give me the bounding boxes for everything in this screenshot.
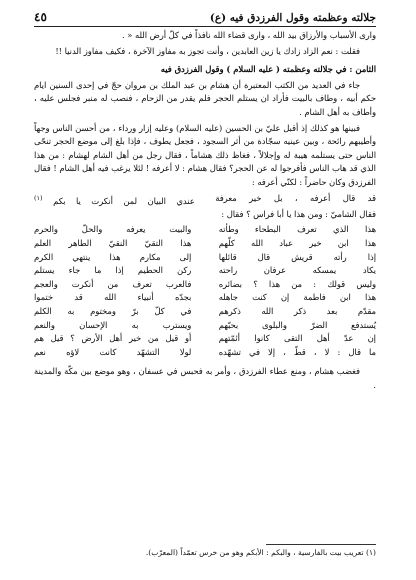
poem-left-column <box>34 223 191 359</box>
poem-line: ويسترب به الإحسان والنعم <box>34 319 192 330</box>
header-title: جلالته وعظمته وقول الفرزدق فيه (ع) <box>209 12 376 24</box>
section-title: في جلالته وعظمته ( عليه السلام ) وقول الفرزدق فيه <box>160 64 347 75</box>
poem-line: بجدّه أنبياء الله قد ختموا <box>34 292 192 303</box>
poem-line: هذا ابن خير عباد الله كلّهم <box>218 238 376 249</box>
poem-line: يُستدفع الضرّ والبلوى بحبّهم <box>218 319 376 330</box>
paragraph: وارى الأسباب والأرزاق بيد الله ، وارى قضاء الله نافذاً في كلّ أرض الله « . <box>122 30 376 40</box>
hemistich-right: قد قال أعرفه ، بل خير معرفة <box>215 192 376 203</box>
poem-line: يكاد يمسكه عرفان راحته <box>218 265 376 276</box>
paragraph: فغضب هشام ، ومنع عطاء الفرزدق ، وأمر به فحبس في عسفان ، وهو موضع بين مكّة والمدينة . <box>34 366 376 391</box>
poem-line: فالعرب تعرف من أنكرت والعجم <box>34 278 192 289</box>
poem-line: هذا ابن فاطمة إن كنت جاهله <box>218 292 376 303</box>
poem-line: لولا التشهّد كانت لاؤه نعم <box>34 346 192 357</box>
poem-line: إن عدّ أهل التقى كانوا أئمّتهم <box>218 333 376 344</box>
poem-right-column <box>219 223 376 359</box>
running-header <box>34 6 376 27</box>
narrative-line: فقال الشاميّ : ومن هذا يا أبا فراس ؟ فقال : <box>221 208 376 219</box>
paragraph: فبينها هو كذلك إذ أقبل عليّ بن الحسين (عليه السلام) وعليه إزار ورداء ، من أحسن الناس وجهاً وأطيبهم رائحة ، وبين عينيه سجّادة من أثر السجود ، فجعل يطوف ، فإذا بلغ إلى موضع الحجر تنحّى الناس حتى يستلمه هيبة له وإجلالاً ، فغاظ ذلك هشاماً ، فقال رجل من أهل الشام لهشام : من هذا الذي قد هاب الناس فأفرجوا له عن الحجر؟ فقال هشام : لا أعرفه ! لئلا يرغب فيه أهل الشام ! فقال الفرزدق وكان حاضراً : لكنّي أعرفه : <box>34 122 376 187</box>
poem-line: أو قيل من خير أهل الأرض ؟ قيل هم <box>34 333 192 344</box>
paragraph: فقلت : نعم الزاد زادك يا زين العابدين ، وأنت تجوز به مفاوز الآخرة ، فكيف مفاوز الدنيا !! <box>55 45 360 56</box>
poem-line: وليس قولك : من هذا ؟ بضائره <box>218 278 376 289</box>
poem-line: مقدّم بعد ذكر الله ذكرهم <box>218 306 376 317</box>
verse-couplet <box>34 192 376 208</box>
section-heading <box>34 63 376 77</box>
footnote-divider <box>266 544 376 545</box>
hemistich-left <box>34 192 195 208</box>
footnote <box>34 544 376 557</box>
poem-line: إلى مكارم هذا ينتهي الكرم <box>34 251 192 262</box>
page-number: ٤٥ <box>34 10 47 24</box>
poem-line: إذا رأته قريش قال قائلها <box>218 251 376 262</box>
main-text <box>34 29 376 190</box>
section-label: الثامن : <box>349 64 376 75</box>
footnote-text: (١) تعريب بيت بالفارسية ، والبكم : الأبكم وهو من خرس تعمّداً (المعرّب). <box>145 548 376 557</box>
poem-line: هذا الذي تعرف البطحاء وطأته <box>218 224 376 235</box>
hemistich-left-text: عندي البيان لمن أنكرت يا بكم <box>53 195 195 206</box>
poem-line: هذا التقيّ النقيّ الطاهر العلم <box>34 238 192 249</box>
paragraph: جاء في العديد من الكتب المعتبرة أن هشام بن عبد الملك بن مروان حجّ في إحدى السنين ايام حكم أبيه ، وطاف بالبيت فأراد ان يستلم الحجر فلم يقدر من الزحام ، فنصب له منبر فجلس عليه ، وأطاف به أهل الشام . <box>34 79 376 117</box>
poem-line: في كلّ برّ ومختوم به الكلم <box>34 306 192 317</box>
poem-line: والبيت يعرفه والحلّ والحرم <box>34 224 192 235</box>
poem-line: ما قال : لا ، قطّ ، إلا في تشهّده <box>218 346 376 357</box>
poem <box>34 223 376 359</box>
footnote-marker: (١) <box>34 193 43 202</box>
poem-line: ركن الحطيم إذا ما جاء يستلم <box>34 265 192 276</box>
